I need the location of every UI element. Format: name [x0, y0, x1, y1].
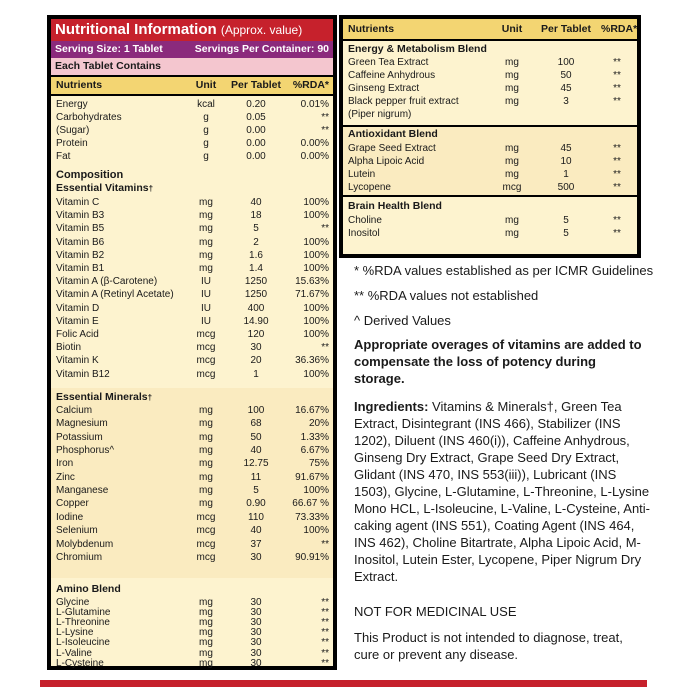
unit: mg — [199, 657, 213, 669]
unit: mg — [505, 228, 519, 239]
unit: IU — [201, 315, 211, 327]
minerals-dagger: † — [147, 393, 153, 402]
nutrient-name: Vitamin A (Retinyl Acetate) — [56, 289, 174, 301]
rda: 100% — [303, 210, 329, 222]
unit: mg — [199, 249, 213, 261]
per-tablet: 1.4 — [249, 263, 263, 274]
per-tablet: 0.20 — [246, 99, 266, 110]
rda: 100% — [303, 236, 329, 248]
nutrient-name: Fat — [56, 151, 71, 162]
per-tablet: 30 — [250, 607, 262, 619]
rda: 6.67% — [300, 445, 329, 457]
table-row — [51, 444, 333, 457]
unit: mg — [199, 405, 213, 416]
nutrition-title — [51, 19, 333, 41]
serving-size: Serving Size: 1 Tablet — [55, 43, 163, 55]
rda: 0.01% — [300, 99, 329, 110]
nutrient-name: Molybdenum — [56, 538, 114, 550]
brain-section — [343, 197, 637, 254]
rda: ** — [321, 617, 329, 629]
rda: 90.91% — [295, 551, 329, 563]
table-row — [51, 236, 333, 249]
nutrient-name: Iodine — [56, 511, 84, 523]
minerals-heading — [56, 391, 152, 404]
unit: mg — [199, 617, 213, 629]
nutrient-name: Lycopene — [348, 182, 391, 193]
rda: ** — [613, 182, 621, 193]
rda: ** — [613, 156, 621, 167]
unit: mcg — [196, 355, 216, 367]
rda: ** — [321, 607, 329, 619]
nutrient-name: Vitamin B1 — [56, 263, 105, 274]
per-tablet: 45 — [560, 143, 572, 154]
rda: 100% — [303, 302, 329, 314]
rda: 0.00% — [300, 138, 329, 149]
unit: IU — [201, 276, 211, 288]
rda: 100% — [303, 329, 329, 340]
table-row — [51, 302, 333, 315]
right-table-header — [343, 19, 637, 39]
nutrient-name: Glycine — [56, 597, 90, 608]
unit: mcg — [196, 511, 216, 523]
nutrient-name: Phosphorus^ — [56, 445, 115, 457]
unit: mg — [199, 263, 213, 274]
nutrient-name: Vitamin B12 — [56, 368, 110, 380]
nutrient-name: Vitamin B3 — [56, 210, 105, 222]
nutrient-name: L-Valine — [56, 647, 92, 659]
unit: mcg — [196, 525, 216, 537]
per-tablet: 45 — [560, 83, 572, 94]
per-tablet: 110 — [248, 511, 264, 523]
per-tablet: 30 — [250, 637, 262, 649]
vitamins-dagger: † — [148, 184, 154, 193]
per-tablet: 1250 — [244, 289, 268, 301]
per-tablet: 11 — [250, 471, 262, 483]
unit: mg — [199, 597, 213, 608]
table-row — [51, 222, 333, 235]
nutrient-name: (Sugar) — [56, 125, 90, 136]
antioxidant-section — [343, 127, 637, 195]
per-tablet: 68 — [250, 418, 262, 430]
unit: mcg — [196, 538, 216, 550]
rda: 16.67% — [295, 405, 329, 416]
table-row — [51, 315, 333, 328]
table-row — [343, 227, 637, 240]
table-row — [343, 181, 637, 194]
vitamins-heading — [56, 182, 153, 195]
unit: mcg — [196, 329, 216, 340]
rda: ** — [613, 70, 621, 81]
unit: mg — [505, 70, 519, 81]
table-row — [51, 511, 333, 524]
nutrient-name: Potassium — [56, 431, 103, 443]
unit: mcg — [196, 342, 216, 354]
table-row — [51, 196, 333, 209]
nutrient-name: Manganese — [56, 485, 109, 497]
table-row — [343, 214, 637, 227]
per-tablet: 5 — [253, 223, 259, 235]
unit: kcal — [197, 99, 215, 110]
table-row — [51, 657, 333, 670]
per-tablet: 50 — [560, 70, 572, 81]
not-medicinal: NOT FOR MEDICINAL USE — [354, 604, 517, 619]
unit: mg — [199, 485, 213, 497]
rda: ** — [321, 125, 329, 136]
nutrient-name: Vitamin K — [56, 355, 99, 367]
header-per-tablet: Per Tablet — [541, 23, 591, 35]
nutrient-name: Selenium — [56, 525, 98, 537]
nutrient-name: Calcium — [56, 405, 93, 416]
per-tablet: 5 — [563, 215, 569, 226]
nutrient-name: Inositol — [348, 228, 380, 239]
unit: mg — [199, 471, 213, 483]
rda: ** — [321, 538, 329, 550]
title-sub: (Approx. value) — [220, 23, 303, 37]
rda: 73.33% — [295, 511, 329, 523]
per-tablet: 100 — [247, 405, 265, 416]
nutrient-name: L-Glutamine — [56, 607, 111, 619]
per-tablet: 30 — [250, 342, 262, 354]
table-row — [51, 111, 333, 124]
nutrient-name: Ginseng Extract — [348, 83, 420, 94]
header-rda: %RDA* — [601, 23, 638, 35]
per-tablet: 37 — [250, 538, 262, 550]
servings-per-container: Servings Per Container: 90 — [194, 43, 329, 55]
rda: ** — [321, 597, 329, 608]
nutrient-name: Vitamin A (β-Carotene) — [56, 276, 158, 288]
unit: mg — [505, 96, 519, 107]
nutrient-name: Carbohydrates — [56, 112, 122, 123]
table-row — [343, 108, 637, 121]
amino-heading: Amino Blend — [56, 583, 121, 595]
rda: 75% — [308, 458, 329, 470]
rda: 71.67% — [295, 289, 329, 301]
per-tablet: 40 — [250, 445, 262, 457]
table-row — [51, 124, 333, 137]
per-tablet: 1250 — [244, 276, 268, 288]
rda: 0.00% — [300, 151, 329, 162]
rda: 100% — [303, 485, 329, 497]
table-row — [51, 262, 333, 275]
minerals-section — [51, 388, 333, 578]
per-tablet: 14.90 — [243, 315, 269, 327]
left-table-header — [51, 77, 333, 94]
table-row — [51, 354, 333, 367]
note-rda: * %RDA values established as per ICMR Guidelines — [354, 263, 654, 278]
per-tablet: 40 — [250, 525, 262, 537]
table-row — [51, 457, 333, 470]
nutrient-name: Folic Acid — [56, 329, 99, 340]
ingredients — [354, 398, 654, 585]
header-unit: Unit — [501, 23, 523, 35]
table-row — [51, 368, 333, 381]
unit: mg — [505, 169, 519, 180]
unit: g — [203, 125, 209, 136]
per-tablet: 1 — [563, 169, 569, 180]
nutrient-name: Iron — [56, 458, 74, 470]
unit: mg — [199, 223, 213, 235]
per-tablet: 30 — [250, 647, 262, 659]
unit: mg — [505, 215, 519, 226]
unit: mcg — [502, 182, 522, 193]
title-main: Nutritional Information — [55, 21, 217, 38]
composition-heading: Composition — [56, 169, 124, 181]
table-row — [51, 431, 333, 444]
rda: ** — [613, 96, 621, 107]
per-tablet: 1 — [253, 368, 259, 380]
nutrient-name: Vitamin C — [56, 197, 100, 208]
table-row — [51, 417, 333, 430]
antioxidant-heading: Antioxidant Blend — [348, 128, 438, 140]
nutrient-name: Zinc — [56, 471, 75, 483]
per-tablet: 100 — [557, 57, 575, 68]
per-tablet: 1.6 — [249, 249, 263, 261]
nutrition-table-right — [339, 15, 641, 258]
table-row — [51, 150, 333, 163]
per-tablet: 0.00 — [246, 151, 266, 162]
nutrient-name: L-Lysine — [56, 627, 94, 639]
table-row — [51, 471, 333, 484]
unit: mg — [199, 647, 213, 659]
minerals-title: Essential Minerals — [56, 391, 148, 403]
nutrient-name: L-Threonine — [56, 617, 110, 629]
rda: ** — [321, 342, 329, 354]
unit: mg — [199, 458, 213, 470]
table-row — [343, 142, 637, 155]
rda: ** — [613, 169, 621, 180]
note-derived: ^ Derived Values — [354, 313, 451, 328]
header-rda: %RDA* — [292, 79, 329, 91]
nutrient-name: (Piper nigrum) — [348, 109, 412, 120]
nutrient-name: Chromium — [56, 551, 103, 563]
rda: ** — [613, 83, 621, 94]
rda: ** — [321, 223, 329, 235]
unit: mg — [199, 431, 213, 443]
table-row — [51, 275, 333, 288]
per-tablet: 20 — [250, 355, 262, 367]
table-row — [51, 249, 333, 262]
unit: mg — [199, 418, 213, 430]
nutrient-name: Choline — [348, 215, 382, 226]
rda: ** — [321, 627, 329, 639]
rda: 20% — [308, 418, 329, 430]
per-tablet: 0.05 — [246, 112, 266, 123]
unit: mg — [505, 143, 519, 154]
header-nutrients: Nutrients — [348, 23, 395, 35]
nutrient-name: Energy — [56, 99, 88, 110]
nutrient-name: Lutein — [348, 169, 376, 180]
table-row — [51, 209, 333, 222]
per-tablet: 12.75 — [243, 458, 269, 470]
per-tablet: 18 — [250, 210, 262, 222]
nutrient-name: Caffeine Anhydrous — [348, 70, 436, 81]
table-row — [343, 69, 637, 82]
nutrient-name: Magnesium — [56, 418, 108, 430]
energy-blend-section — [343, 41, 637, 125]
per-tablet: 30 — [250, 657, 262, 669]
nutrient-name: Grape Seed Extract — [348, 143, 436, 154]
table-row — [343, 95, 637, 108]
unit: mcg — [196, 551, 216, 563]
rda: 100% — [303, 368, 329, 380]
header-per-tablet: Per Tablet — [231, 79, 281, 91]
per-tablet: 0.90 — [246, 498, 266, 510]
table-row — [51, 404, 333, 417]
rda: 91.67% — [295, 471, 329, 483]
per-tablet: 120 — [247, 329, 265, 340]
nutrient-name: Vitamin B6 — [56, 236, 105, 248]
table-row — [51, 288, 333, 301]
unit: mg — [505, 57, 519, 68]
per-tablet: 30 — [250, 597, 262, 608]
per-tablet: 30 — [250, 627, 262, 639]
rda: 100% — [303, 263, 329, 274]
ingredients-text: Vitamins & Minerals†, Green Tea Extract, Disintegrant (INS 466), Stabilizer (INS 1202), Diluent (INS 460(i)), Caffeine Anhydrous, Ginseng Dry Extract, Grape Seed Dry Extract, Glidant (INS 470, INS 553(iii)), Lubricant (INS 1503), Glycine, L-Glutamine, L-Threonine, L-Lysine Mono HCL, L-Isoleucine, L-Valine, L-Cysteine, Anti-caking agent (INS 551), Coating Agent (INS 464, INS 462), Choline Bitartrate, Alpha Lipoic Acid, M- Inositol, Lutein Ester, Lycopene, Piper Nigrum Dry Extract. — [354, 399, 651, 584]
per-tablet: 30 — [250, 551, 262, 563]
nutrient-name: L-Cysteine — [56, 657, 104, 669]
table-row — [51, 98, 333, 111]
unit: IU — [201, 302, 211, 314]
per-tablet: 5 — [253, 485, 259, 497]
unit: mcg — [196, 368, 216, 380]
table-row — [51, 551, 333, 564]
per-tablet: 0.00 — [246, 138, 266, 149]
unit: mg — [199, 637, 213, 649]
nutrient-name: Black pepper fruit extract — [348, 96, 459, 107]
unit: mg — [199, 498, 213, 510]
unit: IU — [201, 289, 211, 301]
per-tablet: 500 — [557, 182, 575, 193]
energy-blend-heading: Energy & Metabolism Blend — [348, 43, 487, 55]
unit: mg — [199, 236, 213, 248]
nutrition-table-left — [47, 15, 337, 670]
rda: 1.33% — [300, 431, 329, 443]
note-not-established: ** %RDA values not established — [354, 288, 539, 303]
per-tablet: 10 — [560, 156, 572, 167]
table-row — [343, 82, 637, 95]
rda: ** — [613, 215, 621, 226]
rda: ** — [321, 647, 329, 659]
rda: 15.63% — [295, 276, 329, 288]
nutrient-name: Alpha Lipoic Acid — [348, 156, 425, 167]
table-row — [51, 524, 333, 537]
unit: g — [203, 138, 209, 149]
table-row — [51, 538, 333, 551]
ingredients-label: Ingredients: — [354, 399, 429, 414]
rda: 36.36% — [295, 355, 329, 367]
unit: mg — [199, 627, 213, 639]
rda: 100% — [303, 249, 329, 261]
unit: mg — [199, 607, 213, 619]
table-row — [343, 168, 637, 181]
per-tablet: 50 — [250, 431, 262, 443]
unit: mg — [199, 197, 213, 208]
unit: mg — [199, 210, 213, 222]
rda: ** — [321, 637, 329, 649]
per-tablet: 3 — [563, 96, 569, 107]
nutrient-name: Biotin — [56, 342, 82, 354]
per-tablet: 40 — [250, 197, 262, 208]
nutrient-name: L-Isoleucine — [56, 637, 110, 649]
rda: ** — [613, 57, 621, 68]
vitamins-title: Essential Vitamins — [56, 182, 149, 194]
nutrient-name: Vitamin E — [56, 315, 99, 327]
nutrient-name: Vitamin D — [56, 302, 100, 314]
table-row — [343, 56, 637, 69]
per-tablet: 400 — [247, 302, 265, 314]
each-tablet-heading: Each Tablet Contains — [51, 58, 333, 75]
rda: ** — [613, 143, 621, 154]
table-row — [51, 484, 333, 497]
note-overages: Appropriate overages of vitamins are added to compensate the loss of potency during storage. — [354, 337, 642, 386]
rda: 100% — [303, 197, 329, 208]
unit: mg — [505, 156, 519, 167]
table-row — [51, 328, 333, 341]
disclaimer: This Product is not intended to diagnose, treat, cure or prevent any disease. — [354, 630, 623, 662]
header-unit: Unit — [195, 79, 217, 91]
table-row — [51, 497, 333, 510]
nutrient-name: Green Tea Extract — [348, 57, 429, 68]
unit: mg — [505, 83, 519, 94]
rda: 100% — [303, 525, 329, 537]
unit: mg — [199, 445, 213, 457]
rda: 100% — [303, 315, 329, 327]
amino-section — [51, 580, 333, 669]
rda: ** — [321, 112, 329, 123]
nutrient-name: Vitamin B5 — [56, 223, 105, 235]
per-tablet: 0.00 — [246, 125, 266, 136]
unit: g — [203, 112, 209, 123]
table-row — [51, 137, 333, 150]
per-tablet: 5 — [563, 228, 569, 239]
rda: 66.67 % — [292, 498, 329, 510]
rda: ** — [321, 657, 329, 669]
unit: g — [203, 151, 209, 162]
table-row — [51, 341, 333, 354]
per-tablet: 30 — [250, 617, 262, 629]
nutrient-name: Vitamin B2 — [56, 249, 105, 261]
header-nutrients: Nutrients — [56, 79, 103, 91]
table-row — [343, 155, 637, 168]
brain-heading: Brain Health Blend — [348, 200, 442, 212]
rda: ** — [613, 228, 621, 239]
serving-bar — [51, 41, 333, 58]
bottom-accent-bar — [40, 680, 647, 687]
per-tablet: 2 — [253, 236, 259, 248]
nutrient-name: Protein — [56, 138, 88, 149]
nutrient-name: Copper — [56, 498, 89, 510]
